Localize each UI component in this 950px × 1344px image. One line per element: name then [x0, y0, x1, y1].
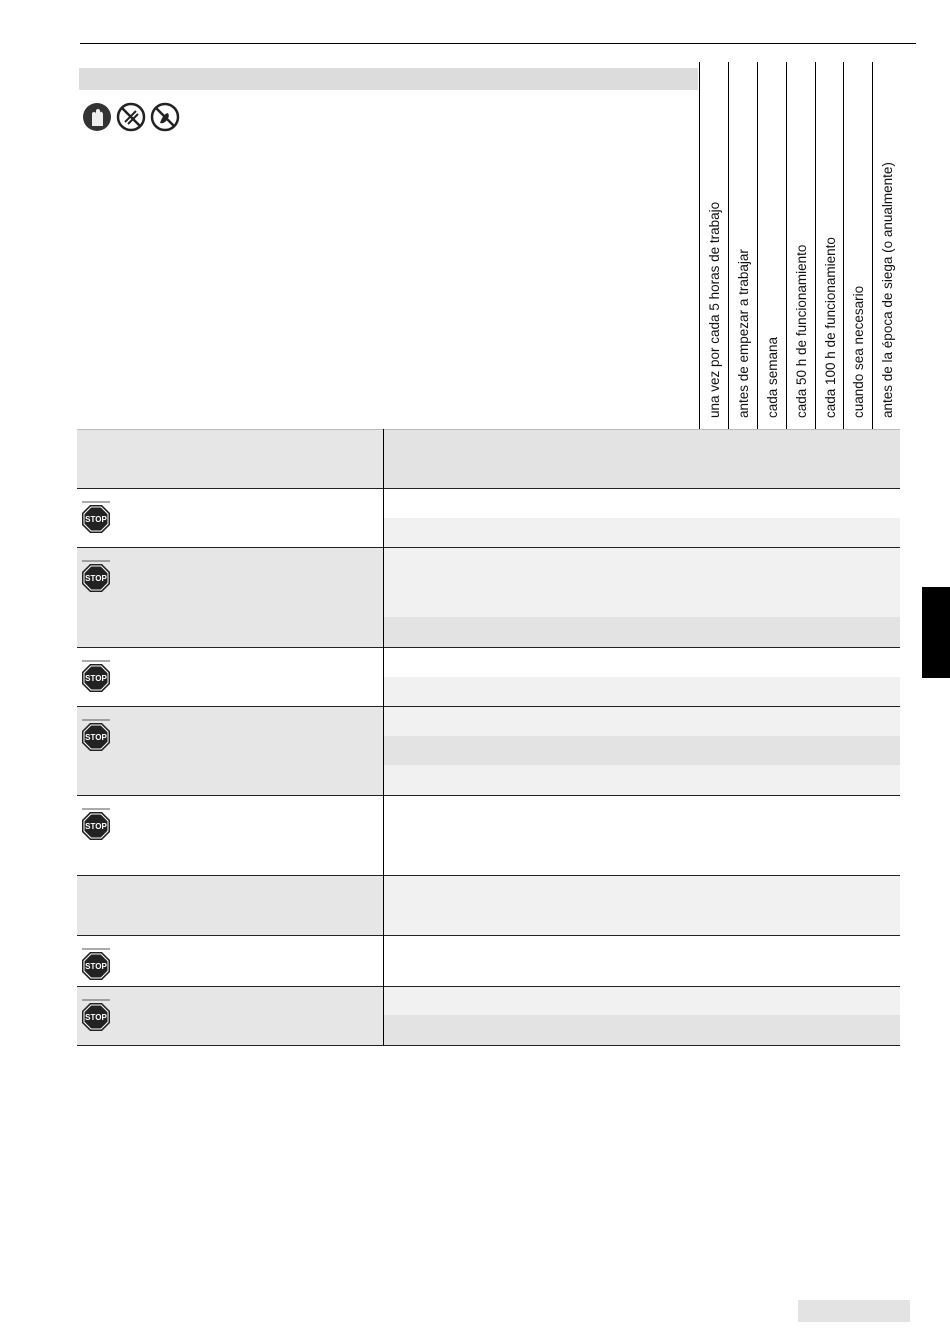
task-group-cell	[77, 429, 383, 488]
group-divider	[77, 547, 900, 548]
column-header: cada semana	[765, 336, 780, 418]
task-detail-cell	[384, 736, 900, 765]
task-detail-cell	[384, 875, 900, 935]
stop-icon	[80, 559, 112, 593]
group-divider	[77, 488, 900, 489]
column-header: una vez por cada 5 horas de trabajo	[707, 201, 722, 418]
column-header: cuando sea necesario	[851, 285, 866, 418]
task-detail-cell	[384, 647, 900, 677]
task-group-cell	[77, 935, 383, 986]
column-divider	[383, 547, 384, 647]
group-divider	[77, 986, 900, 987]
stop-icon	[80, 998, 112, 1032]
group-divider	[77, 706, 900, 707]
stop-icon	[80, 718, 112, 752]
task-group-cell	[77, 875, 383, 935]
task-group-cell	[77, 795, 383, 875]
table-title-bar	[79, 68, 698, 90]
task-detail-cell	[384, 429, 900, 459]
column-header: cada 50 h de funcionamiento	[794, 244, 809, 418]
column-divider	[383, 488, 384, 547]
stop-icon-label: STOP	[85, 674, 107, 683]
stop-icon-label: STOP	[85, 962, 107, 971]
task-detail-cell	[384, 1015, 900, 1045]
column-header: antes de la época de siega (o anualmente)	[880, 162, 895, 418]
stop-icon-label: STOP	[85, 1013, 107, 1022]
gloves-icon	[82, 102, 112, 132]
column-divider	[383, 935, 384, 986]
task-detail-cell	[384, 765, 900, 795]
task-detail-cell	[384, 677, 900, 706]
task-detail-cell	[384, 935, 900, 986]
page-number-box	[798, 1300, 910, 1322]
stop-icon	[80, 947, 112, 981]
task-group-cell	[77, 986, 383, 1045]
no-spark-plug-icon	[116, 102, 146, 132]
task-group-cell	[77, 706, 383, 795]
stop-icon-label: STOP	[85, 515, 107, 524]
column-divider	[383, 795, 384, 875]
stop-icon	[80, 659, 112, 693]
top-rule	[80, 43, 916, 44]
column-header: cada 100 h de funcionamiento	[823, 237, 838, 418]
task-detail-cell	[384, 488, 900, 518]
task-detail-cell	[384, 617, 900, 647]
stop-icon	[80, 807, 112, 841]
table-bottom-rule	[77, 1045, 900, 1046]
task-group-cell	[77, 547, 383, 647]
language-tab	[922, 587, 950, 678]
no-fuel-icon	[150, 102, 180, 132]
column-divider	[383, 429, 384, 488]
column-divider	[383, 647, 384, 706]
task-group-cell	[77, 488, 383, 547]
column-divider	[383, 875, 384, 935]
task-detail-cell	[384, 706, 900, 736]
task-group-cell	[77, 647, 383, 706]
stop-icon	[80, 500, 112, 534]
stop-icon-label: STOP	[85, 574, 107, 583]
task-detail-cell	[384, 547, 900, 617]
task-detail-cell	[384, 518, 900, 547]
stop-icon-label: STOP	[85, 822, 107, 831]
safety-icons	[82, 102, 180, 132]
task-detail-cell	[384, 795, 900, 875]
column-divider	[383, 986, 384, 1045]
group-divider	[77, 795, 900, 796]
group-divider	[77, 429, 900, 430]
group-divider	[77, 935, 900, 936]
column-header: antes de empezar a trabajar	[736, 249, 751, 418]
task-detail-cell	[384, 459, 900, 488]
stop-icon-label: STOP	[85, 733, 107, 742]
group-divider	[77, 875, 900, 876]
group-divider	[77, 647, 900, 648]
task-detail-cell	[384, 986, 900, 1015]
column-divider	[383, 706, 384, 795]
